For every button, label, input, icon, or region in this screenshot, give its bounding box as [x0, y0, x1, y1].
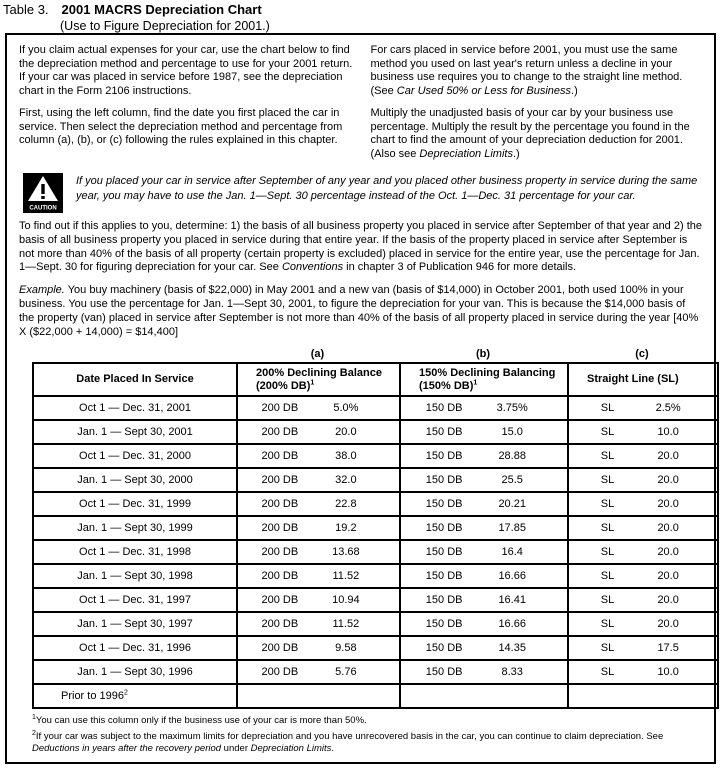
method-label: 150 DB [425, 666, 463, 679]
rate-value: 11.52 [332, 570, 360, 583]
straight-line-cell [568, 516, 718, 540]
150db-cell [400, 636, 568, 660]
column-letter-a: (a) [310, 348, 325, 361]
method-label: SL [600, 546, 615, 559]
intro-paragraph: If you claim actual expenses for your car, use the chart below to find the depreciation method and percentage to use for your 2001 return. If your car was placed in service before 1987, see the depreciation chart in the Form 2106 instructions. [19, 44, 353, 97]
rate-value: 11.52 [332, 618, 360, 631]
depreciation-table [32, 362, 719, 709]
page-title: 2001 MACRS Depreciation Chart [61, 2, 262, 17]
straight-line-cell [568, 564, 718, 588]
method-label: 150 DB [425, 594, 463, 607]
date-placed-cell: Jan. 1 — Sept 30, 1997 [33, 612, 237, 636]
date-placed-cell: Prior to 1996$^2$ [33, 684, 237, 708]
method-label: 150 DB [425, 522, 463, 535]
method-label: 200 DB [261, 450, 299, 463]
200db-cell [237, 516, 400, 540]
header-200db: 200% Declining Balance (200% DB)$^1$ [237, 363, 400, 396]
method-label: SL [600, 666, 615, 679]
200db-cell [237, 492, 400, 516]
table-title-line [3, 2, 270, 17]
straight-line-cell [568, 636, 718, 660]
method-label: SL [600, 618, 615, 631]
rate-value: 10.0 [657, 426, 679, 439]
table-row [33, 564, 718, 588]
rate-value: 16.66 [498, 618, 526, 631]
straight-line-cell [568, 492, 718, 516]
rate-value: 14.35 [498, 642, 526, 655]
rate-value: 15.0 [501, 426, 523, 439]
intro-paragraph: First, using the left column, find the date you first placed the car in service. Then select the depreciation method and percentage from column (a), (b), or (c) following the rules explained in this chapter. [19, 107, 343, 146]
table-row [33, 660, 718, 684]
date-placed-cell: Jan. 1 — Sept 30, 2001 [33, 420, 237, 444]
150db-cell [400, 468, 568, 492]
depreciation-table-header [33, 363, 718, 396]
200db-cell [237, 444, 400, 468]
method-label: 150 DB [425, 618, 463, 631]
200db-cell [237, 636, 400, 660]
rate-value: 10.94 [332, 594, 360, 607]
200db-cell [237, 540, 400, 564]
straight-line-cell [568, 660, 718, 684]
rate-value: 2.5% [655, 402, 681, 415]
svg-text:CAUTION: CAUTION [29, 205, 57, 212]
table-row [33, 420, 718, 444]
column-letter-labels [32, 348, 717, 360]
method-label: 200 DB [261, 546, 299, 559]
method-label: 200 DB [261, 402, 299, 415]
150db-cell [400, 492, 568, 516]
table-title-block [3, 2, 270, 33]
rate-value: 20.0 [657, 522, 679, 535]
rate-value: 16.4 [501, 546, 523, 559]
column-letter-b: (b) [475, 348, 491, 361]
rate-value: 28.88 [498, 450, 526, 463]
method-label: 200 DB [261, 522, 299, 535]
header-straight-line: Straight Line (SL) [568, 363, 718, 396]
body-paragraph-example: Example. You buy machinery (basis of $22,000) in May 2001 and a new van (basis of $14,000) in October 2001, both used 100% in your business. You use the percentage for Jan. 1—Sept 30, 2001, to figure the depreciation for your van. This is because the $14,000 basis of the property (van) placed in service after September is not more than 40% of the basis of all property placed in service during the year [40% X ($22,000 + 14,000) = $14,400] [19, 284, 699, 338]
method-label: 200 DB [261, 426, 299, 439]
table-row [33, 684, 718, 708]
150db-cell [400, 660, 568, 684]
intro-section [19, 44, 704, 170]
method-label: 150 DB [425, 426, 463, 439]
rate-value: 32.0 [335, 474, 357, 487]
method-label: 150 DB [425, 498, 463, 511]
intro-right-column [371, 44, 705, 170]
column-letter-c: (c) [635, 348, 649, 361]
table-row [33, 540, 718, 564]
method-label: 200 DB [261, 570, 299, 583]
table-subtitle: (Use to Figure Depreciation for 2001.) [60, 19, 270, 33]
200db-cell [237, 564, 400, 588]
rate-value: 20.0 [657, 546, 679, 559]
straight-line-cell [568, 540, 718, 564]
200db-cell [237, 612, 400, 636]
table-row [33, 396, 718, 420]
intro-paragraph: Multiply the unadjusted basis of your car by your business use percentage. Multiply the result by the percentage you found in the chart to find the amount of your depreciation deduction for 2001. (Also see Depreciation Limits.) [370, 107, 690, 160]
method-label: 200 DB [261, 642, 299, 655]
column-letter-spacer [32, 348, 236, 360]
chart-border-box [5, 33, 716, 764]
table-row [33, 492, 718, 516]
intro-paragraph: For cars placed in service before 2001, you must use the same method you used on last year's return unless a decline in your business use requires you to change to the straight line method. (See Car Used 50% or Less for Business.) [370, 44, 683, 97]
method-label: SL [600, 594, 615, 607]
table-row [33, 588, 718, 612]
table-row [33, 468, 718, 492]
intro-left-column [19, 44, 353, 170]
rate-value: 38.0 [335, 450, 357, 463]
method-label: SL [600, 642, 615, 655]
depreciation-table-body [33, 396, 718, 708]
method-label: 200 DB [261, 618, 299, 631]
rate-value: 20.0 [657, 498, 679, 511]
body-paragraph-rules: To find out if this applies to you, determine: 1) the basis of all business property you placed in service after September of that year and 2) the basis of all business property you placed in service during that entire year. If the basis of the property placed in service after September is not more than 40% of the basis of all property (certain property is excluded) placed in service for the entire year, use the percentage for Jan. 1—Sept. 30 for figuring depreciation for your car. See Conventions in chapter 3 of Publication 946 for more details. [19, 220, 702, 274]
rate-value: 20.0 [657, 570, 679, 583]
method-label: SL [600, 450, 615, 463]
date-placed-cell: Oct 1 — Dec. 31, 1996 [33, 636, 237, 660]
footnote-2: $^2$If your car was subject to the maximum limits for depreciation and you have unrecovered basis in the car, you can continue to claim depreciation. See Deductions in years after the recovery period under Depreciation Limits. [32, 730, 664, 755]
rate-value: 5.76 [335, 666, 357, 679]
caution-text: If you placed your car in service after September of any year and you placed other business property in service during the same year, you may have to use the Jan. 1—Sept. 30 percentage instead of the Oct. 1—Dec. 31 percentage for your car. [76, 175, 698, 202]
200db-cell [237, 396, 400, 420]
method-label: SL [600, 474, 615, 487]
method-label: SL [600, 570, 615, 583]
header-date-placed: Date Placed In Service [33, 363, 237, 396]
rate-value: 5.0% [333, 402, 359, 415]
date-placed-cell: Oct 1 — Dec. 31, 1998 [33, 540, 237, 564]
date-placed-cell: Oct 1 — Dec. 31, 1997 [33, 588, 237, 612]
rate-value: 16.41 [498, 594, 526, 607]
caution-note [23, 173, 704, 213]
method-label: SL [600, 498, 615, 511]
200db-cell [237, 420, 400, 444]
table-row [33, 636, 718, 660]
date-placed-cell: Jan. 1 — Sept 30, 1998 [33, 564, 237, 588]
rate-value: 9.58 [335, 642, 357, 655]
rate-value: 20.0 [335, 426, 357, 439]
200db-cell [237, 684, 400, 708]
footnotes-section [32, 715, 704, 755]
method-label: 200 DB [261, 666, 299, 679]
straight-line-cell [568, 612, 718, 636]
rate-value: 22.8 [335, 498, 357, 511]
rate-value: 20.21 [498, 498, 526, 511]
150db-cell [400, 588, 568, 612]
rate-value: 19.2 [335, 522, 357, 535]
150db-cell [400, 540, 568, 564]
method-label: 150 DB [425, 474, 463, 487]
footnote-1: $^1$You can use this column only if the business use of your car is more than 50%. [32, 714, 367, 727]
method-label: 200 DB [261, 594, 299, 607]
rate-value: 17.85 [498, 522, 526, 535]
150db-cell [400, 516, 568, 540]
table-row [33, 612, 718, 636]
rate-value: 13.68 [332, 546, 360, 559]
rate-value: 10.0 [657, 666, 679, 679]
150db-cell [400, 444, 568, 468]
rate-value: 16.66 [498, 570, 526, 583]
date-placed-cell: Jan. 1 — Sept 30, 1996 [33, 660, 237, 684]
rate-value: 17.5 [657, 642, 679, 655]
rate-value: 20.0 [657, 618, 679, 631]
method-label: 150 DB [425, 402, 463, 415]
rate-value: 20.0 [657, 594, 679, 607]
200db-cell [237, 660, 400, 684]
rate-value: 20.0 [657, 450, 679, 463]
rate-value: 20.0 [657, 474, 679, 487]
150db-cell [400, 564, 568, 588]
straight-line-cell [568, 444, 718, 468]
method-label: SL [600, 426, 615, 439]
date-placed-cell: Oct 1 — Dec. 31, 1999 [33, 492, 237, 516]
date-placed-cell: Jan. 1 — Sept 30, 2000 [33, 468, 237, 492]
method-label: 200 DB [261, 474, 299, 487]
150db-cell [400, 396, 568, 420]
rate-value: 8.33 [501, 666, 523, 679]
200db-cell [237, 468, 400, 492]
method-label: SL [600, 402, 615, 415]
straight-line-cell [568, 468, 718, 492]
method-label: 200 DB [261, 498, 299, 511]
method-label: SL [600, 522, 615, 535]
200db-cell [237, 588, 400, 612]
date-placed-cell: Oct 1 — Dec. 31, 2001 [33, 396, 237, 420]
date-placed-cell: Jan. 1 — Sept 30, 1999 [33, 516, 237, 540]
straight-line-cell [568, 588, 718, 612]
150db-cell [400, 612, 568, 636]
150db-cell [400, 420, 568, 444]
table-row [33, 516, 718, 540]
method-label: 150 DB [425, 546, 463, 559]
header-row [33, 363, 718, 396]
150db-cell [400, 684, 568, 708]
method-label: 150 DB [425, 450, 463, 463]
header-150db: 150% Declining Balancing (150% DB)$^1$ [400, 363, 568, 396]
caution-icon [23, 173, 63, 213]
table-row [33, 444, 718, 468]
date-placed-cell: Oct 1 — Dec. 31, 2000 [33, 444, 237, 468]
table-number: Table 3. [3, 2, 49, 17]
rate-value: 3.75% [496, 402, 528, 415]
method-label: 150 DB [425, 570, 463, 583]
method-label: 150 DB [425, 642, 463, 655]
rate-value: 25.5 [501, 474, 523, 487]
straight-line-cell [568, 396, 718, 420]
straight-line-cell [568, 420, 718, 444]
straight-line-cell [568, 684, 718, 708]
